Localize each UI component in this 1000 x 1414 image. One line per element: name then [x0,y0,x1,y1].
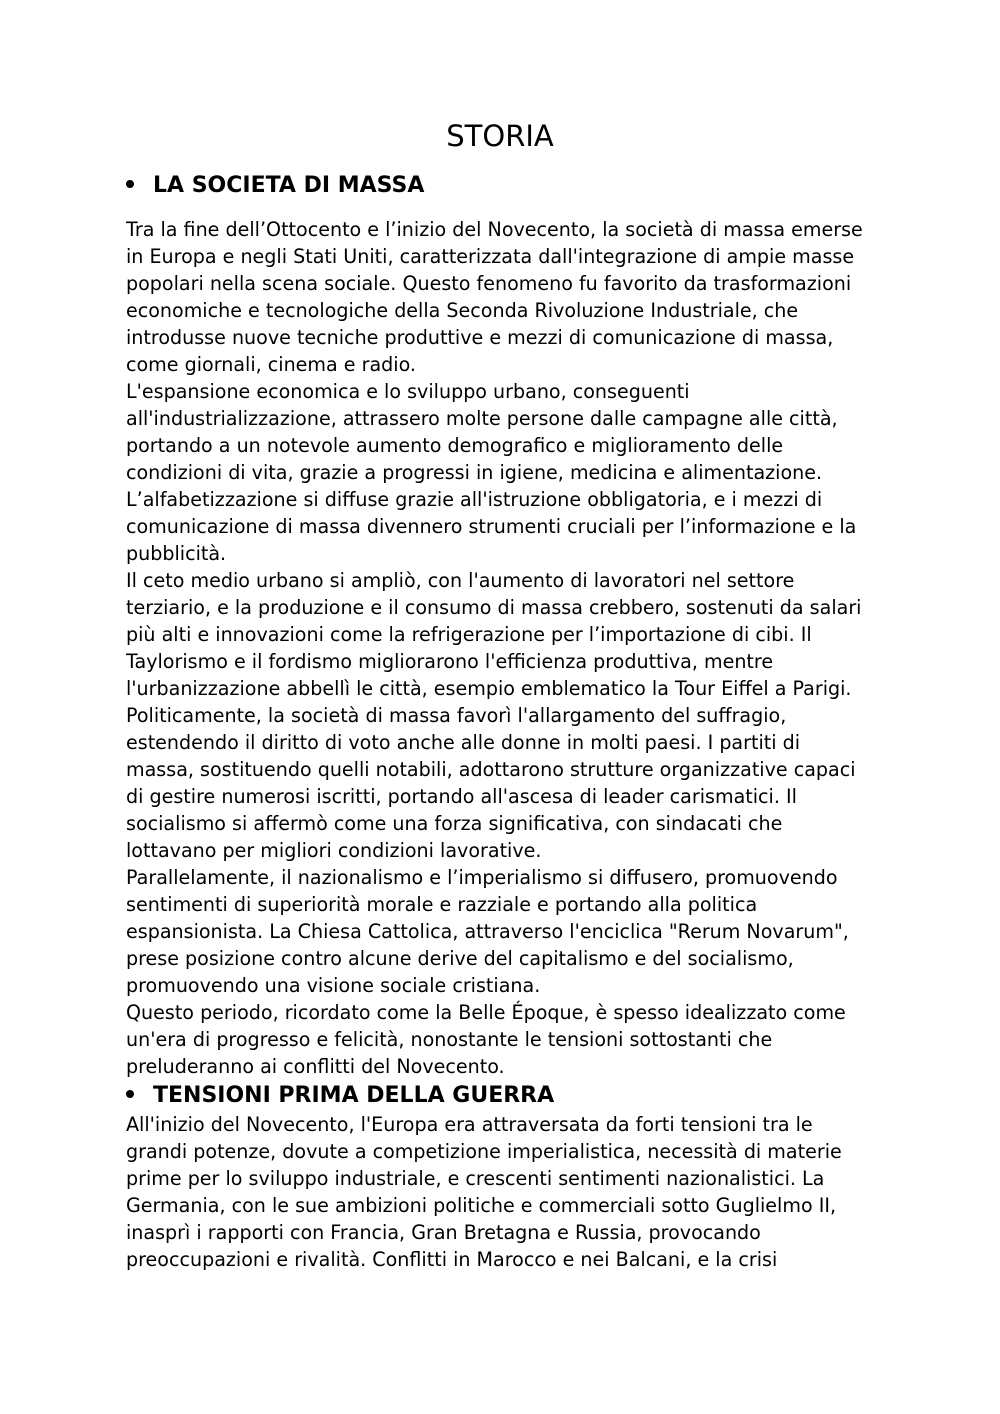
text-line: Germania, con le sue ambizioni politiche e commerciali sotto Guglielmo II, [126,1194,837,1217]
text-line: lottavano per migliori condizioni lavorative. [126,839,542,862]
text-line: introdusse nuove tecniche produttive e mezzi di comunicazione di massa, [126,326,834,349]
text-line: comunicazione di massa divennero strumenti cruciali per l’informazione e la [126,515,857,538]
text-line: all'industrializzazione, attrassero molte persone dalle campagne alle città, [126,407,838,430]
section-body-tensioni-prima-della-guerra [126,1111,842,1273]
text-line: condizioni di vita, grazie a progressi in igiene, medicina e alimentazione. [126,461,823,484]
text-line: l'urbanizzazione abbellì le città, esempio emblematico la Tour Eiffel a Parigi. [126,677,852,700]
text-line: preluderanno ai conflitti del Novecento. [126,1055,505,1078]
text-line: Parallelamente, il nazionalismo e l’imperialismo si diffusero, promuovendo [126,866,838,889]
text-line: come giornali, cinema e radio. [126,353,416,376]
text-line: popolari nella scena sociale. Questo fenomeno fu favorito da trasformazioni [126,272,852,295]
bullet-icon [126,1090,134,1098]
text-line: sentimenti di superiorità morale e razziale e portando alla politica [126,893,758,916]
text-line: terziario, e la produzione e il consumo di massa crebbero, sostenuti da salari [126,596,862,619]
text-line: massa, sostituendo quelli notabili, adottarono strutture organizzative capaci [126,758,856,781]
text-line: L'espansione economica e lo sviluppo urbano, conseguenti [126,380,690,403]
text-line: grandi potenze, dovute a competizione imperialistica, necessità di materie [126,1140,842,1163]
text-line: espansionista. La Chiesa Cattolica, attraverso l'enciclica "Rerum Novarum", [126,920,849,943]
text-line: All'inizio del Novecento, l'Europa era attraversata da forti tensioni tra le [126,1113,813,1136]
page-title: STORIA [446,119,554,153]
text-line: Taylorismo e il fordismo migliorarono l'efficienza produttiva, mentre [126,650,774,673]
text-line: pubblicità. [126,542,227,565]
section-heading-text: TENSIONI PRIMA DELLA GUERRA [153,1083,555,1108]
text-line: inasprì i rapporti con Francia, Gran Bretagna e Russia, provocando [126,1221,761,1244]
text-line: di gestire numerosi iscritti, portando all'ascesa di leader carismatici. Il [126,785,797,808]
text-line: Tra la fine dell’Ottocento e l’inizio del Novecento, la società di massa emerse [126,218,863,241]
text-line: un'era di progresso e felicità, nonostante le tensioni sottostanti che [126,1028,773,1051]
text-line: L’alfabetizzazione si diffuse grazie all'istruzione obbligatoria, e i mezzi di [126,488,823,511]
text-line: socialismo si affermò come una forza significativa, con sindacati che [126,812,783,835]
text-line: promuovendo una visione sociale cristiana. [126,974,541,997]
text-line: Questo periodo, ricordato come la Belle Époque, è spesso idealizzato come [126,1001,846,1024]
text-line: Il ceto medio urbano si ampliò, con l'aumento di lavoratori nel settore [126,569,795,592]
text-line: economiche e tecnologiche della Seconda Rivoluzione Industriale, che [126,299,799,322]
text-line: prime per lo sviluppo industriale, e crescenti sentimenti nazionalistici. La [126,1167,825,1190]
text-line: portando a un notevole aumento demografico e miglioramento delle [126,434,784,457]
text-line: preoccupazioni e rivalità. Conflitti in Marocco e nei Balcani, e la crisi [126,1248,778,1271]
text-line: prese posizione contro alcune derive del capitalismo e del socialismo, [126,947,794,970]
section-body-societa-di-massa [126,216,863,1080]
text-line: Politicamente, la società di massa favorì l'allargamento del suffragio, [126,704,787,727]
bullet-icon [126,180,134,188]
section-heading-text: LA SOCIETA DI MASSA [153,173,425,198]
text-line: in Europa e negli Stati Uniti, caratterizzata dall'integrazione di ampie masse [126,245,855,268]
section-heading-societa-di-massa [126,172,424,200]
text-line: estendendo il diritto di voto anche alle donne in molti paesi. I partiti di [126,731,801,754]
text-line: più alti e innovazioni come la refrigerazione per l’importazione di cibi. Il [126,623,812,646]
section-heading-tensioni-prima-della-guerra [126,1082,554,1110]
